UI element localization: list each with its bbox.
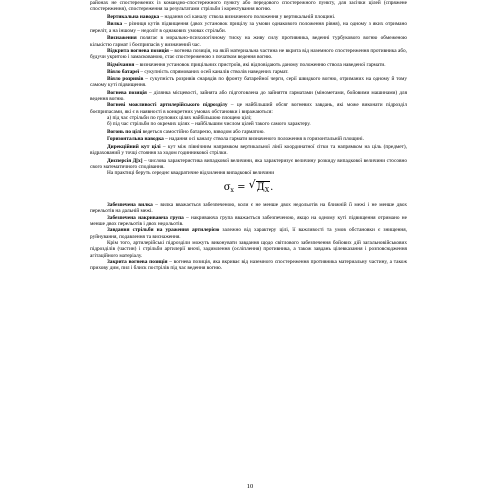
term: Відкрита вогнева позиція (107, 47, 169, 54)
definition-text: – вогнева позиція, яка вкриває від наземного спостереження противника материальну частину, а також прихову дим, пил і блиск пострілів під час ведення вогню. (90, 258, 407, 272)
formula-period: . (270, 181, 274, 193)
paragraph-additional-tasks (90, 240, 407, 259)
definition-horizontal-laying (90, 136, 407, 142)
term: Завдання стрільби на ураження артилерією (107, 227, 220, 234)
std-deviation-formula (90, 178, 407, 201)
definition-bracket (90, 21, 407, 34)
formula-lhs: σ (223, 181, 231, 193)
definition-dispersion (90, 158, 407, 171)
definition-text: – надання осі каналу ствола визначеного положення у вертикальній площині. (159, 13, 336, 20)
paragraph-text: районах не спостережених із командно-спостережного пункту або передового спостережного пункту, для засічки цілей (спряжене спостереження), спостереження за результатами стрільби і коректування вогню. (90, 0, 407, 13)
formula-rhs: Д (256, 181, 265, 193)
term: Вогонь по цілі (107, 128, 142, 135)
definition-text: залежно від характеру цілі, її важливості та умов обстановки є знищення, руйнування, подавлення та виснаження. (90, 227, 408, 240)
term: Вертикальна наводка (107, 13, 160, 20)
definition-firing-position (90, 90, 407, 103)
definition-text: – різниця кутів підвищення (двох установок прицілу за умови однакового положення рівня), на одному з яких отримано переліт, а на іншому – недоліт в однакових умовах стрільби. (90, 21, 407, 34)
formula-equals: = (233, 181, 249, 193)
definition-text: – сукупність спрямованих осей каналів стволів наведених гармат. (139, 69, 289, 76)
paragraph-text: Крім того, артилерійські підрозділи можуть виконувати завдання щодо світлового забезпечення бойових дій загальновійськових підрозділів (частин) і стрільби артилерії вночі, задимлення (осліплення) противника, а також завдань цілевказання і розповсюдження агітаційного матеріалу. (90, 239, 407, 259)
definition-text: – кут між північним напрямком вертикальної лінії координатної сітки та напрямком на ціль (предмет), відрахований у точці стояння за ходом годинникової стрілки. (90, 143, 407, 157)
term: Закрита вогнева позиція (107, 258, 168, 265)
term: Забезпечена накриваюча група (107, 214, 184, 221)
term: Горизонтальна наводка (107, 136, 164, 143)
definition-text: ведеться самостійно батареєю, взводом або гарматою. (141, 128, 265, 135)
paragraph-intro (90, 0, 407, 13)
definition-fire-missions (90, 227, 407, 240)
term: Віяло розривів (107, 75, 144, 82)
definition-text: полягає в морально-психологічному тиску на живу силу противника, веденні турбукового вогню обмеженою кількістю гармат і боєприпасів у визначений час. (90, 35, 407, 48)
definition-text: – числова характеристика випадкової величини, яка характеризує величину розкиду випадкової величини стосовно свого математичного сподівання. (90, 157, 407, 171)
definition-fire-capabilities (90, 102, 407, 115)
page-number: 10 (246, 483, 254, 490)
definition-covered-firing-position (90, 259, 407, 272)
term: Відмічання (107, 61, 135, 68)
term: Вилка (107, 21, 123, 28)
definition-burst-fan (90, 76, 407, 89)
term: Вогневі можливості артилерійського підрозділу (107, 102, 228, 109)
definition-secured-covering-group (90, 215, 407, 228)
definition-vertical-laying (90, 14, 407, 20)
formula-lhs-subscript: x (230, 186, 234, 194)
term: Вогнева позиція (107, 89, 147, 96)
term: Віяло батареї (107, 69, 140, 76)
formula-rhs-subscript: X (264, 186, 270, 194)
definition-text: – це найбільший обсяг вогневих завдань, які може виконати підрозділ боєприпасами, які є в наявності в конкретних умовах обстановки і виражаються: (90, 102, 407, 115)
definition-marking (90, 62, 407, 68)
definition-open-firing-position (90, 48, 407, 61)
definition-exhaustion (90, 35, 407, 48)
definition-secured-bracket (90, 202, 407, 215)
definition-text: – надання осі каналу ствола гармати визначеного положення в горизонтальній площині. (163, 136, 364, 143)
term: Забезпечена вилка (107, 201, 153, 208)
definition-text: – визначення установок прицільних пристроїв, які відповідають даному положенню ствола наведеної гармати. (134, 61, 386, 68)
paragraph-text: На практиці беруть середнє квадратичне відхилення випадкової величини (107, 170, 275, 177)
definition-target-bearing (90, 144, 407, 157)
list-item-text: а) під час стрільби по групових цілях найбільшою площею цілі; (107, 114, 252, 121)
term: Дирекційний кут цілі (107, 143, 161, 150)
definition-text: – накриваюча група вважається забезпеченою, якщо на одному куті підвищення отримано не менше двох перельотів і двох недольотів. (90, 214, 407, 227)
definition-text: – ділянка місцевості, зайнята або підготовлена до зайняття гарматами (мінометами, бойовими машинами) для ведення вогню. (90, 89, 408, 102)
square-root-icon: √ $Д_X$ (248, 177, 270, 194)
term: Виснаження (107, 35, 137, 42)
definition-text: – вогнева позиція, на якій материальна частина не вкрита від наземного спостереження противника або, будучи укритою і замаскованою, стає спостереженою з початком ведення вогню. (90, 47, 407, 61)
definition-text: – вилка вважається забезпеченою, коли є не менше двох недольотів на ближній її межі і не менше двох перельотів на дальній межі. (90, 201, 407, 215)
page-body (90, 0, 407, 272)
definition-text: – сукупність розривів снарядів по фронту батарейної черги, серії швидкого вогню, отриманих на одному й тому самому куті підвищення. (90, 75, 407, 89)
list-item-b (90, 121, 407, 127)
definition-fire-on-target (90, 129, 407, 135)
list-item-text: б) під час стрільби по окремих цілях – найбільшим числом цілей такого самого характеру. (107, 121, 311, 128)
term: Дисперсія Д[x] (107, 157, 143, 164)
